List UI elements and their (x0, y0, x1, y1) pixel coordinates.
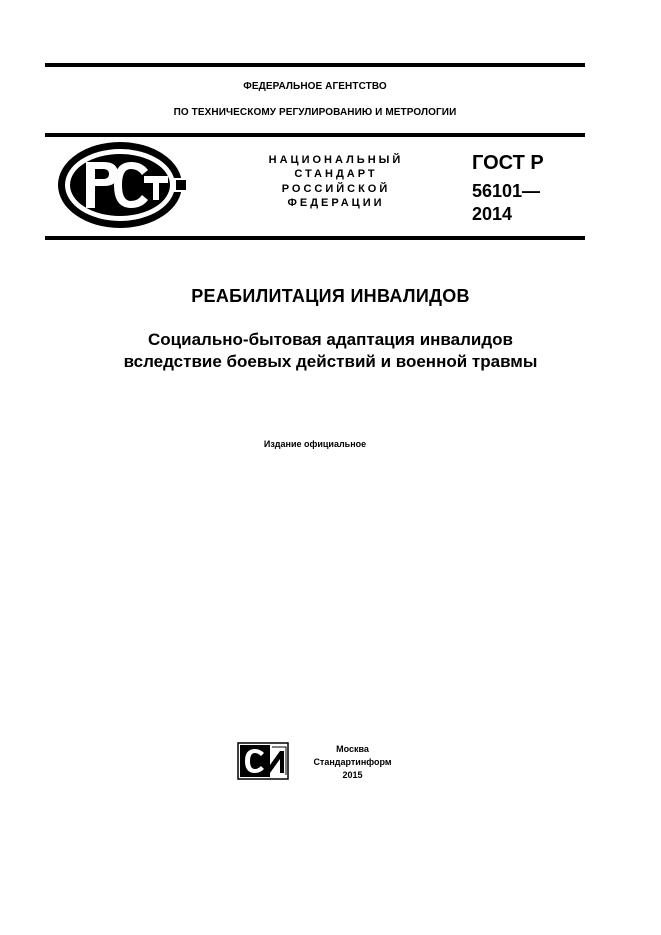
standard-type-line-2: СТАНДАРТ (294, 168, 378, 180)
standard-type-line-3: РОССИЙСКОЙ (281, 183, 391, 195)
standartinform-logo-icon (236, 741, 290, 781)
edition-note: Издание официальное (263, 439, 367, 449)
imprint-city: Москва (336, 744, 369, 754)
standard-year: 2014 (472, 204, 513, 224)
standard-number: 56101— (472, 181, 541, 201)
document-subtitle-line-1: Социально-бытовая адаптация инвалидов (148, 330, 513, 349)
header-bottom-rule (45, 236, 585, 240)
header-top-rule (45, 63, 585, 67)
document-title: РЕАБИЛИТАЦИЯ ИНВАЛИДОВ (191, 286, 470, 306)
agency-name-line-2: ПО ТЕХНИЧЕСКОМУ РЕГУЛИРОВАНИЮ И МЕТРОЛОГИИ (173, 107, 457, 118)
imprint-publisher: Стандартинформ (313, 757, 392, 767)
standard-designation: ГОСТ Р (472, 152, 544, 174)
standard-type-line-4: ФЕДЕРАЦИИ (287, 197, 385, 209)
header-middle-rule (45, 133, 585, 137)
gost-r-logo-icon (56, 140, 188, 230)
document-subtitle-line-2: вследствие боевых действий и военной травмы (123, 352, 538, 371)
standard-type-line-1: НАЦИОНАЛЬНЫЙ (268, 154, 404, 166)
agency-name-line-1: ФЕДЕРАЛЬНОЕ АГЕНТСТВО (243, 81, 387, 92)
imprint-year: 2015 (342, 770, 363, 780)
